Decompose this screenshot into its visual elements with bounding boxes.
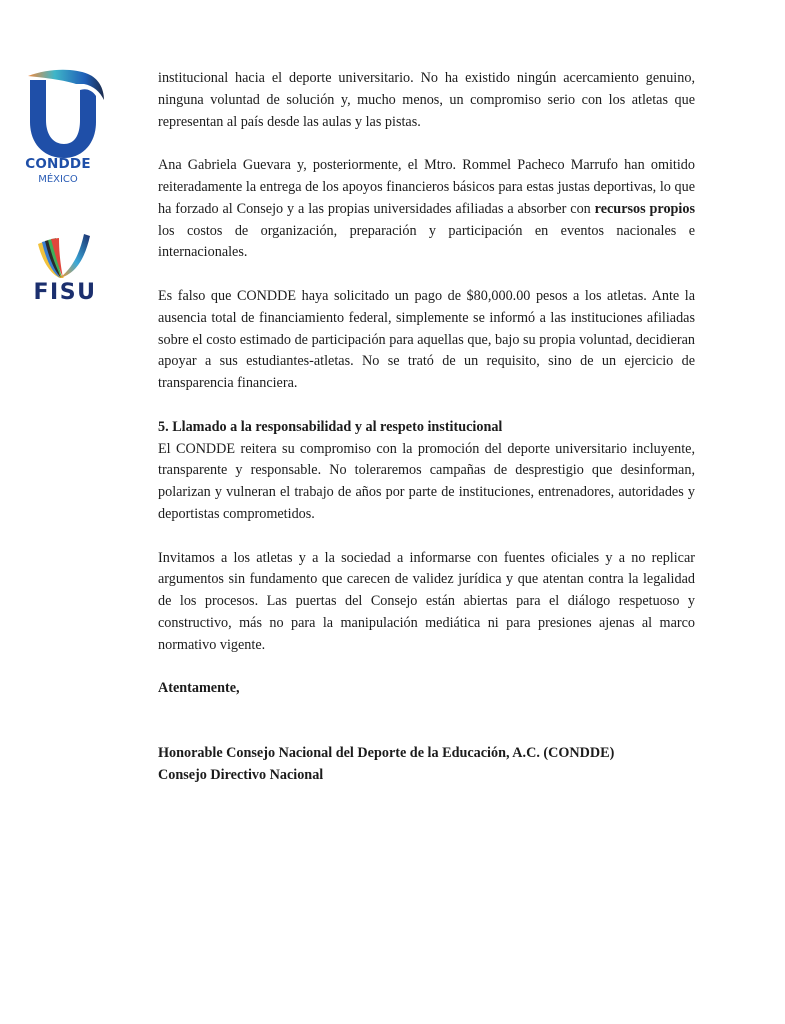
paragraph-4: El CONDDE reitera su compromiso con la promoción del deporte universitario incluyente, transparente y responsable. No toleraremos campañas de desprestigio que desinforman, polarizan y vulneran el trabajo de años por parte de instituciones, entrenadores, autoridades y deportistas comprometidos. [158,440,695,522]
closing: Atentamente, [158,680,240,697]
paragraph-2-text-end: los costos de organización, preparación y participación en eventos nacionales e internacionales. [158,222,695,261]
section-5-heading: 5. Llamado a la responsabilidad y al respeto institucional [158,418,503,435]
paragraph-5: Invitamos a los atletas y a la sociedad a informarse con fuentes oficiales y a no replicar argumentos sin fundamento que carecen de validez jurídica y que atentan contra la legalidad de los procesos. Las puertas del Consejo están abiertas para el diálogo respetuoso y constructivo, más no para la manipulación mediática ni para presiones ajenas al marco normativo vigente. [158,549,695,653]
condde-logo-text: CONDDE [25,156,91,172]
fisu-logo-text: FISU [33,280,97,305]
condde-logo-subtitle: MÉXICO [38,174,78,185]
paragraph-2-text: Ana Gabriela Guevara y, posteriormente, el Mtro. Rommel Pacheco Marrufo han omitido reiteradamente la entrega de los apoyos financieros básicos para estas justas deportivas, lo que ha forzado al Consejo y a las propias universidades afiliadas a absorber con [158,157,695,217]
signature-department: Consejo Directivo Nacional [158,766,324,783]
signature-organization: Honorable Consejo Nacional del Deporte de la Educación, A.C. (CONDDE) [158,745,615,762]
paragraph-1: institucional hacia el deporte universitario. No ha existido ningún acercamiento genuino, ninguna voluntad de solución y, mucho menos, un compromiso serio con los atletas que representan al país desde las aulas y las pistas. [158,70,695,130]
letter-body [158,68,695,787]
fisu-v-logo-icon [34,232,96,280]
paragraph-2 [158,155,695,264]
paragraph-3: Es falso que CONDDE haya solicitado un pago de $80,000.00 pesos a los atletas. Ante la ausencia total de financiamiento federal, simplemente se informó a las instituciones afiliadas sobre el costo estimado de participación para aquellas que, bajo su propia voluntad, decidieran apoyar a sus estudiantes-atletas. No se trató de un requisito, sino de un ejercicio de transparencia financiera. [158,287,695,392]
letterhead-sidebar [0,0,150,1024]
paragraph-2-bold: recursos propios [594,200,695,217]
